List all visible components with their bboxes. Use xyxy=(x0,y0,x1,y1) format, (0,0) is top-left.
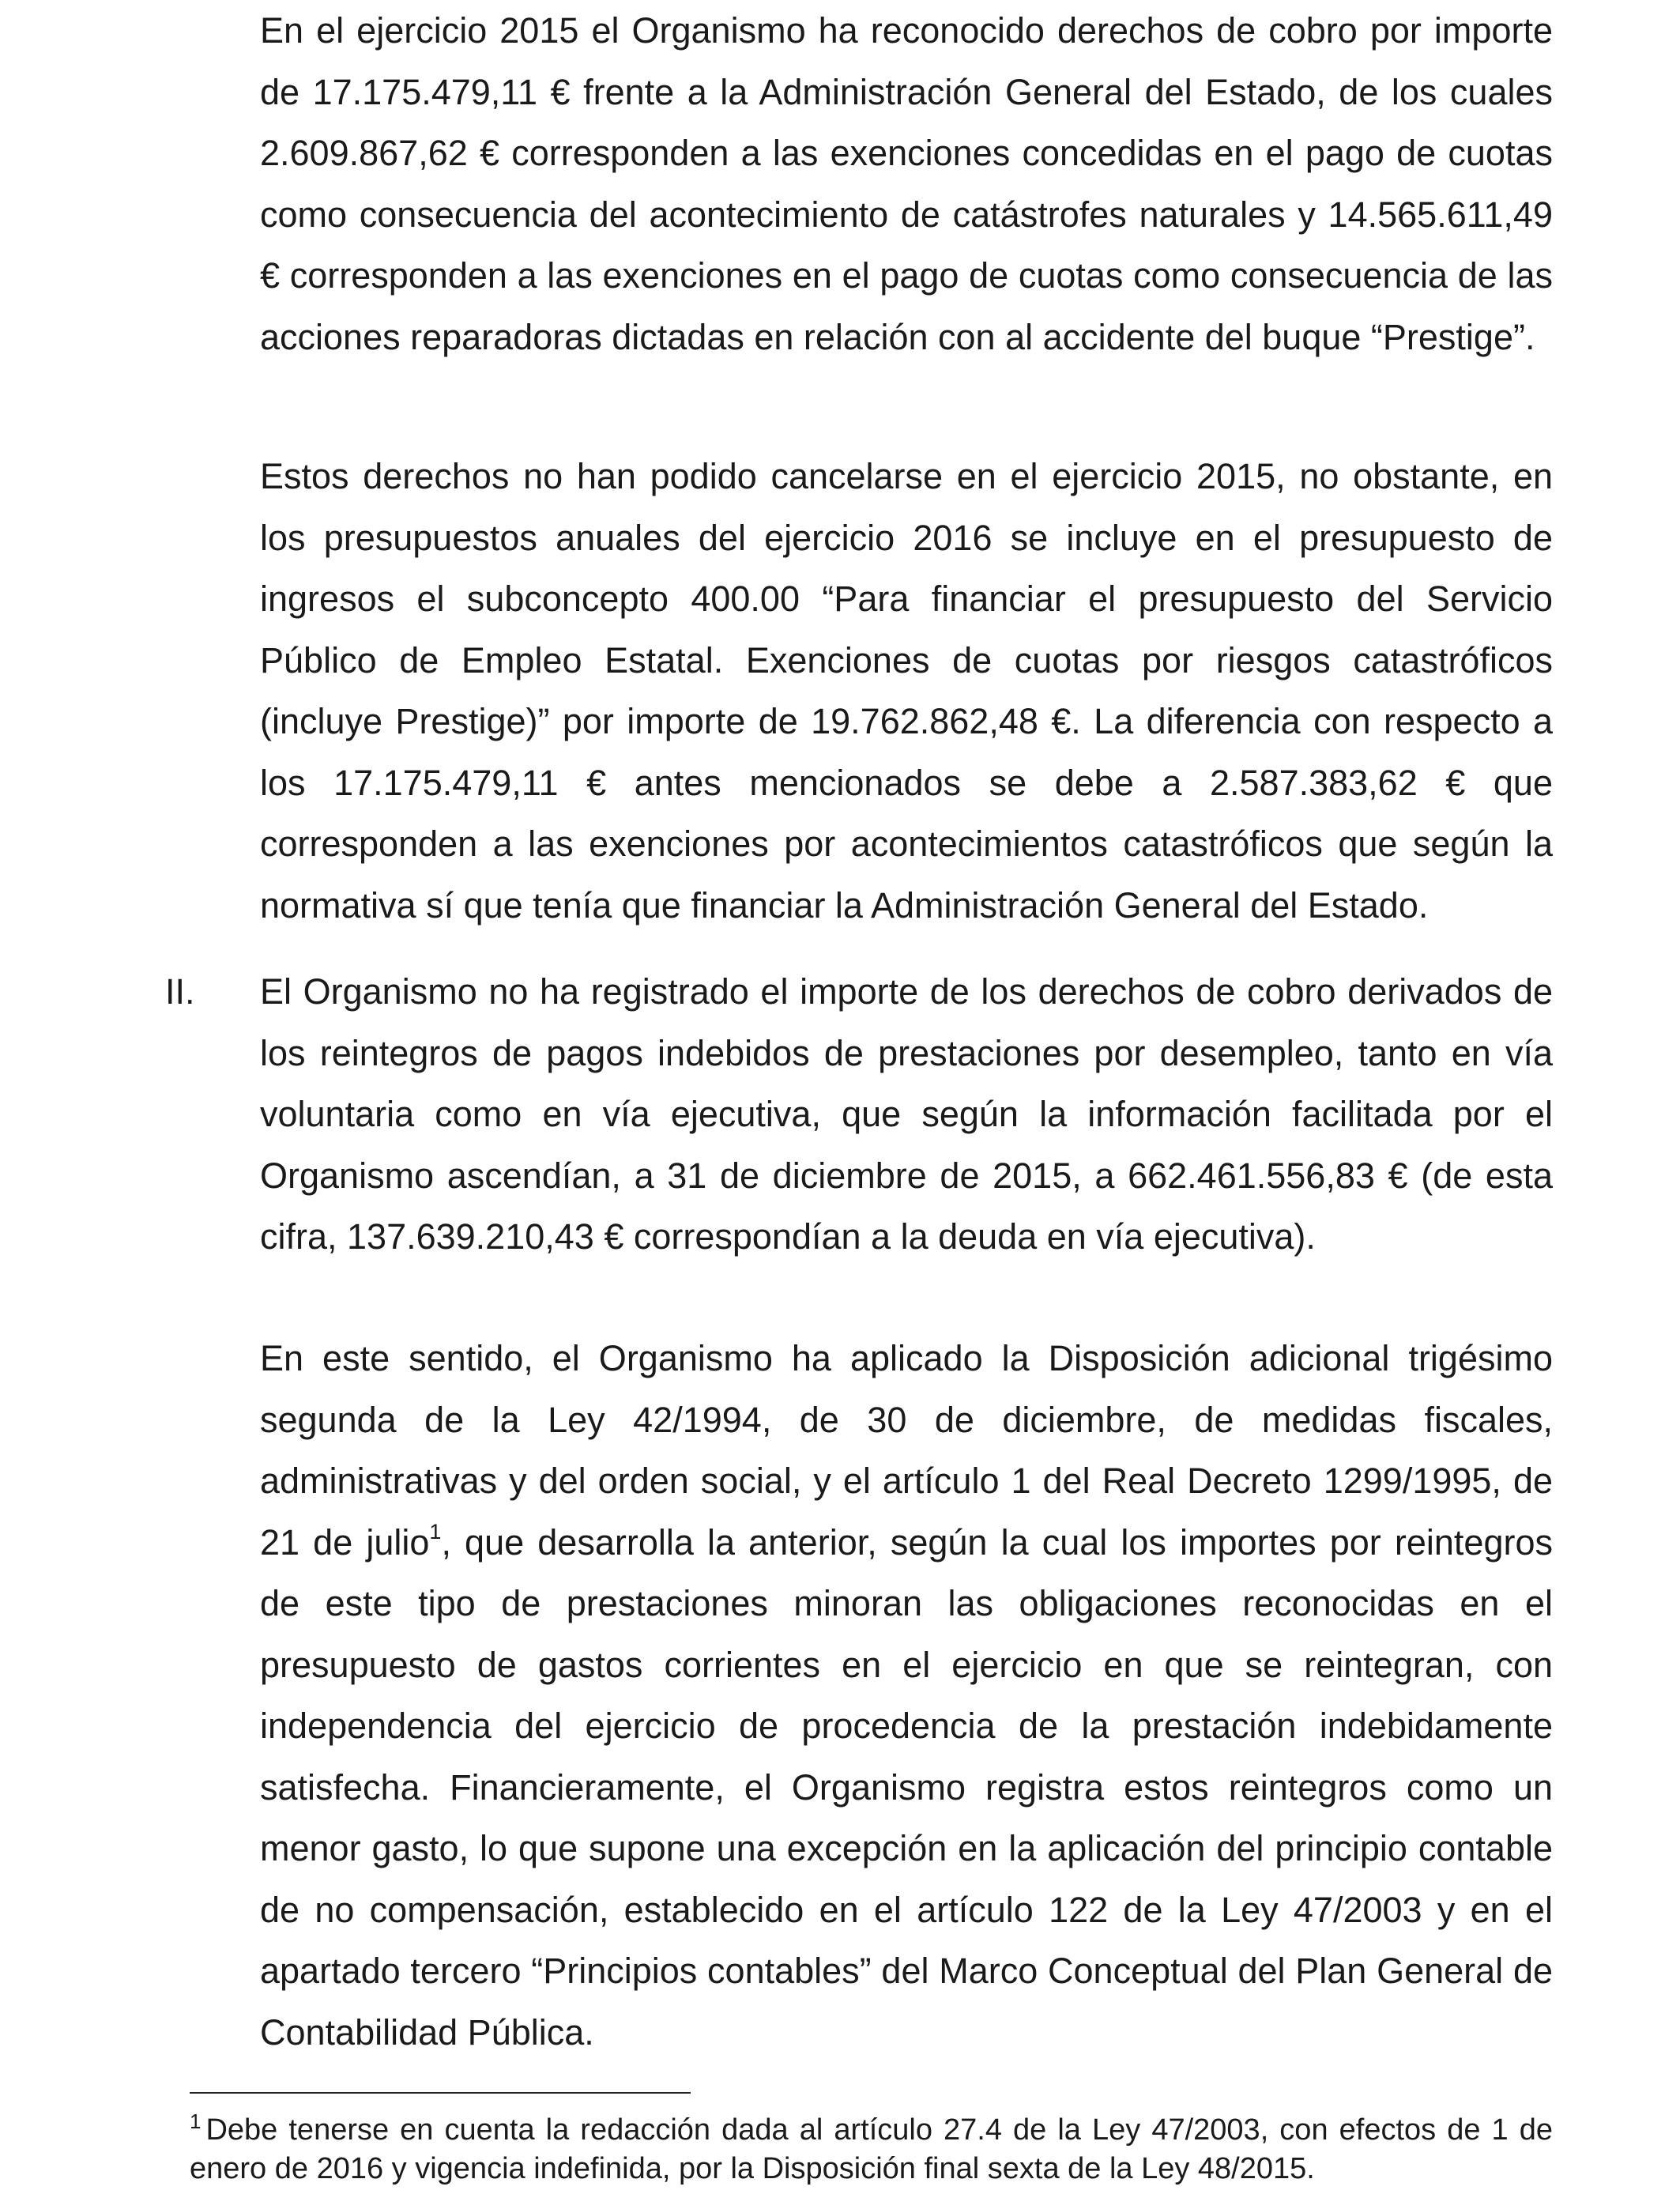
paragraph-reintegros-no-registrados: El Organismo no ha registrado el importe de los derechos de cobro derivados de los reintegros de pagos indebidos de prestaciones por desempleo, tanto en vía voluntaria como en vía ejecutiva, que según la información facilitada por el Organismo ascendían, a 31 de diciembre de 2015, a 662.461.556,83 € (de esta cifra, 137.639.210,43 € correspondían a la deuda en vía ejecutiva). xyxy=(260,971,1553,1257)
paragraph-derechos-cobro: En el ejercicio 2015 el Organismo ha reconocido derechos de cobro por importe de 17.175.479,11 € frente a la Administración General del Estado, de los cuales 2.609.867,62 € corresponden a las exenciones concedidas en el pago de cuotas como consecuencia del acontecimiento de catástrofes naturales y 14.565.611,49 € corresponden a las exenciones en el pago de cuotas como consecuencia de las acciones reparadoras dictadas en relación con al accidente del buque “Prestige”. xyxy=(260,10,1553,357)
paragraph-disposicion-adicional xyxy=(260,1328,1553,2063)
section-numeral: II. xyxy=(165,971,195,1012)
paragraph-text-after-ref: , que desarrolla la anterior, según la cual los importes por reintegros de este tipo de prestaciones minoran las obligaciones reconocidas en el presupuesto de gastos corrientes en el ejercicio en que se reintegran, con independencia del ejercicio de procedencia de la prestación indebidamente satisfecha. Financieramente, el Organismo registra estos reintegros como un menor gasto, lo que supone una excepción en la aplicación del principio contable de no compensación, establecido en el artículo 122 de la Ley 47/2003 y en el apartado tercero “Principios contables” del Marco Conceptual del Plan General de Contabilidad Pública. xyxy=(260,1521,1553,2053)
footnote xyxy=(190,2111,1553,2188)
footnote-separator xyxy=(190,2092,691,2094)
footnote-reference[interactable]: 1 xyxy=(429,1519,442,1544)
footnote-number: 1 xyxy=(190,2109,202,2133)
paragraph-text-before-ref: En este sentido, el Organismo ha aplicado la Disposición adicional trigésimo segunda de la Ley 42/1994, de 30 de diciembre, de medidas fiscales, administrativas y del orden social, y el artículo 1 del Real Decreto 1299/1995, de 21 de julio xyxy=(260,1338,1553,1563)
footnote-text: Debe tenerse en cuenta la redacción dada al artículo 27.4 de la Ley 47/2003, con efectos de 1 de enero de 2016 y vigencia indefinida, por la Disposición final sexta de la Ley 48/2015. xyxy=(190,2113,1553,2185)
paragraph-cancelacion-derechos: Estos derechos no han podido cancelarse en el ejercicio 2015, no obstante, en los presupuestos anuales del ejercicio 2016 se incluye en el presupuesto de ingresos el subconcepto 400.00 “Para financiar el presupuesto del Servicio Público de Empleo Estatal. Exenciones de cuotas por riesgos catastróficos (incluye Prestige)” por importe de 19.762.862,48 €. La diferencia con respecto a los 17.175.479,11 € antes mencionados se debe a 2.587.383,62 € que corresponden a las exenciones por acontecimientos catastróficos que según la normativa sí que tenía que financiar la Administración General del Estado. xyxy=(260,456,1553,925)
